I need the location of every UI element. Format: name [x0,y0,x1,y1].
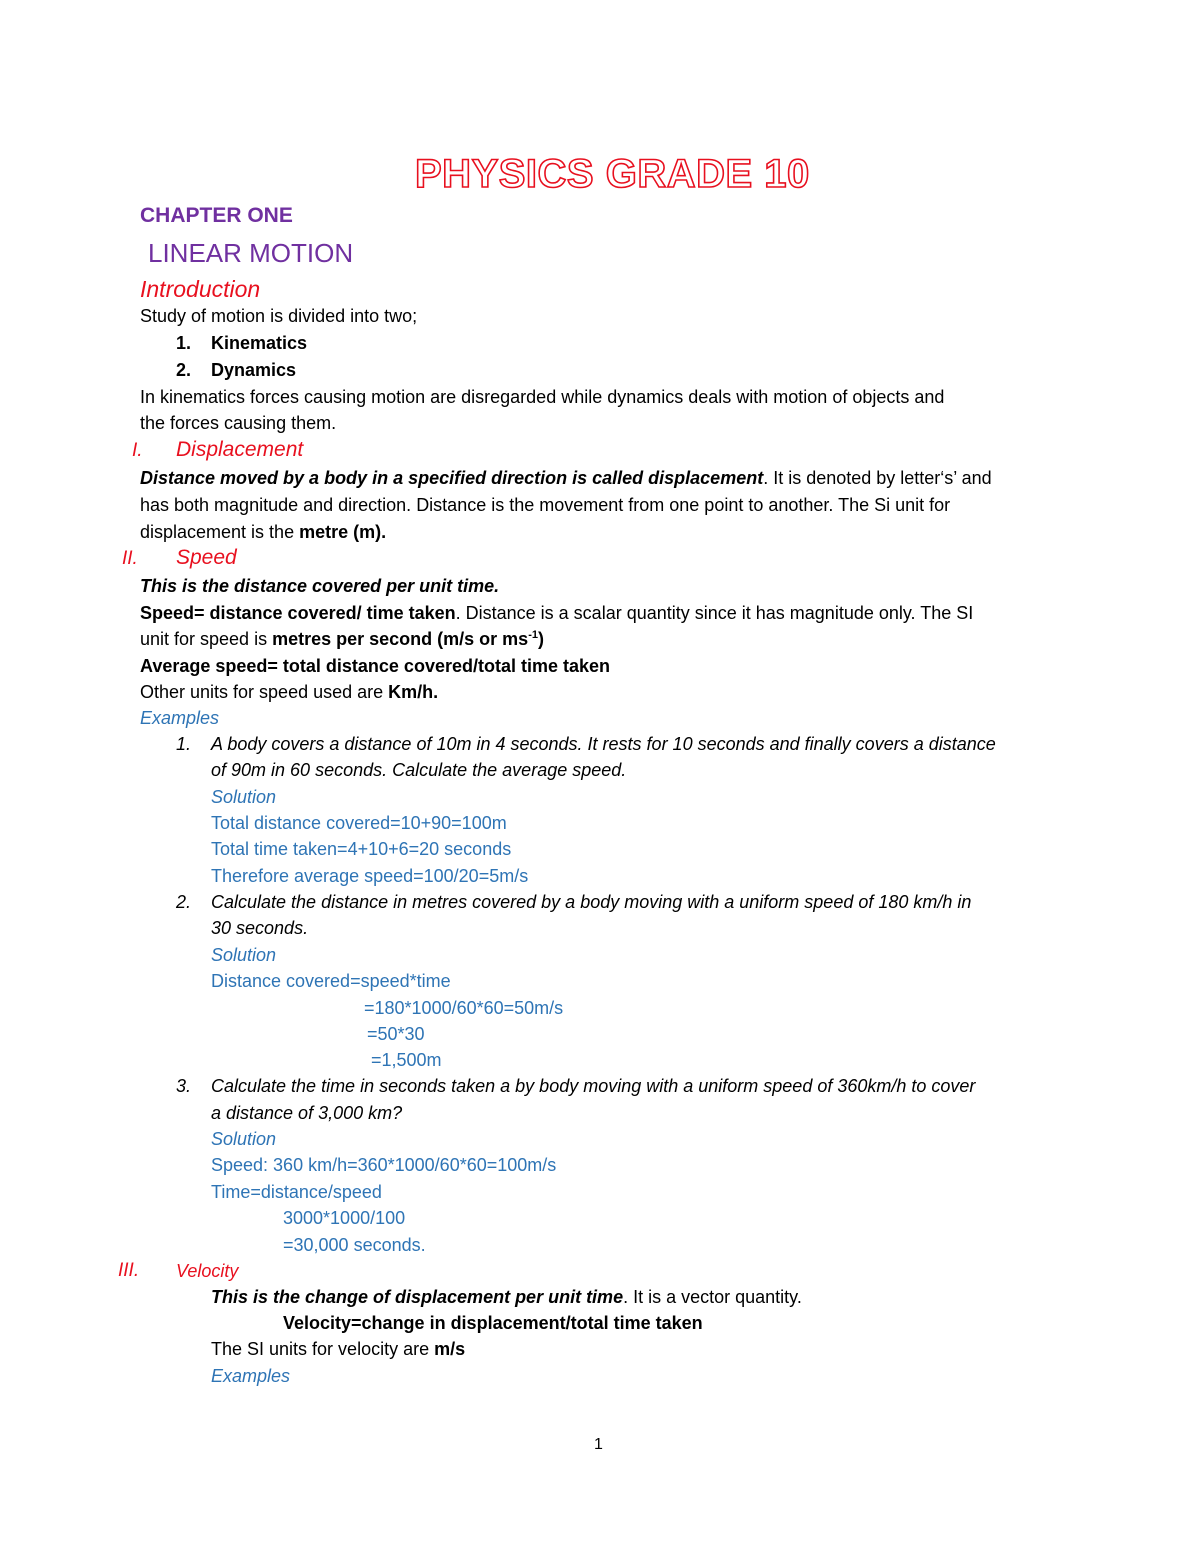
average-speed-formula: Average speed= total distance covered/total time taken [140,656,611,676]
example-2-question-line: 30 seconds. [211,918,309,938]
solution-line: =50*30 [367,1024,425,1044]
solution-line: =30,000 seconds. [283,1235,426,1255]
example-number: 1. [176,734,192,754]
other-units-prefix: Other units for speed used are [140,682,389,702]
section-numeral: I. [132,440,143,461]
velocity-definition: This is the change of displacement per unit time [211,1287,624,1307]
displacement-definition-line [140,466,992,490]
intro-paragraph-line: In kinematics forces causing motion are disregarded while dynamics deals with motion of objects and [140,387,945,407]
document-title: PHYSICS GRADE 10 [415,152,810,196]
speed-unit-prefix: unit for speed is [140,629,273,649]
solution-line: Time=distance/speed [211,1182,382,1202]
examples-label: Examples [211,1366,291,1386]
speed-formula-line [140,601,973,625]
speed-unit: metres per second (m/s or ms [272,629,529,649]
list-number: 1. [176,333,192,353]
other-units-line [140,680,438,704]
speed-unit-close: ) [537,629,544,649]
solution-line: =180*1000/60*60=50m/s [364,998,564,1018]
intro-paragraph-line: the forces causing them. [140,413,337,433]
solution-line: Therefore average speed=100/20=5m/s [211,866,529,886]
speed-formula-text: . Distance is a scalar quantity since it has magnitude only. The SI [455,603,974,623]
velocity-formula: Velocity=change in displacement/total time taken [283,1313,703,1333]
example-1-question-line: of 90m in 60 seconds. Calculate the average speed. [211,760,627,780]
page-number: 1 [594,1436,603,1453]
intro-heading: Introduction [140,276,261,302]
solution-line: 3000*1000/100 [283,1208,406,1228]
velocity-heading: Velocity [176,1261,239,1281]
solution-label: Solution [211,1129,277,1149]
solution-line: Total time taken=4+10+6=20 seconds [211,839,512,859]
speed-definition: This is the distance covered per unit time. [140,576,500,596]
displacement-text-line: has both magnitude and direction. Distance is the movement from one point to another. The Si unit for [140,495,951,515]
example-number: 3. [176,1076,192,1096]
other-units-value: Km/h. [388,682,439,702]
solution-line: Distance covered=speed*time [211,971,451,991]
solution-label: Solution [211,787,277,807]
displacement-unit-prefix: displacement is the [140,522,300,542]
speed-unit-superscript: -1 [528,629,538,641]
displacement-definition: Distance moved by a body in a specified direction is called displacement [140,468,764,488]
displacement-heading: Displacement [176,438,304,461]
list-number: 2. [176,360,192,380]
solution-line: Total distance covered=10+90=100m [211,813,507,833]
displacement-unit-line [140,520,386,544]
displacement-unit-suffix: . [381,522,387,542]
displacement-unit: metre (m) [299,522,382,542]
examples-label: Examples [140,708,220,728]
chapter-label: CHAPTER ONE [140,204,293,227]
velocity-unit-line [211,1337,465,1361]
intro-line: Study of motion is divided into two; [140,306,418,326]
solution-line: Speed: 360 km/h=360*1000/60*60=100m/s [211,1155,557,1175]
chapter-title: LINEAR MOTION [148,238,354,268]
list-item-kinematics: Kinematics [211,333,308,353]
section-numeral: III. [118,1260,140,1281]
example-3-question-line: a distance of 3,000 km? [211,1103,403,1123]
example-3-question-line: Calculate the time in seconds taken a by body moving with a uniform speed of 360km/h to cover [211,1076,976,1096]
speed-unit-line [140,627,544,651]
speed-heading: Speed [176,546,237,569]
speed-formula: Speed= distance covered/ time taken [140,603,456,623]
velocity-definition-text: . It is a vector quantity. [623,1287,802,1307]
list-item-dynamics: Dynamics [211,360,297,380]
displacement-text: . It is denoted by letter‘s’ and [763,468,992,488]
example-number: 2. [176,892,192,912]
section-numeral: II. [122,548,138,569]
velocity-definition-line [211,1285,802,1309]
solution-label: Solution [211,945,277,965]
example-2-question-line: Calculate the distance in metres covered by a body moving with a uniform speed of 180 km/h in [211,892,972,912]
velocity-unit: m/s [434,1339,466,1359]
example-1-question-line: A body covers a distance of 10m in 4 seconds. It rests for 10 seconds and finally covers a distance [211,734,996,754]
velocity-unit-prefix: The SI units for velocity are [211,1339,435,1359]
solution-line: =1,500m [371,1050,442,1070]
